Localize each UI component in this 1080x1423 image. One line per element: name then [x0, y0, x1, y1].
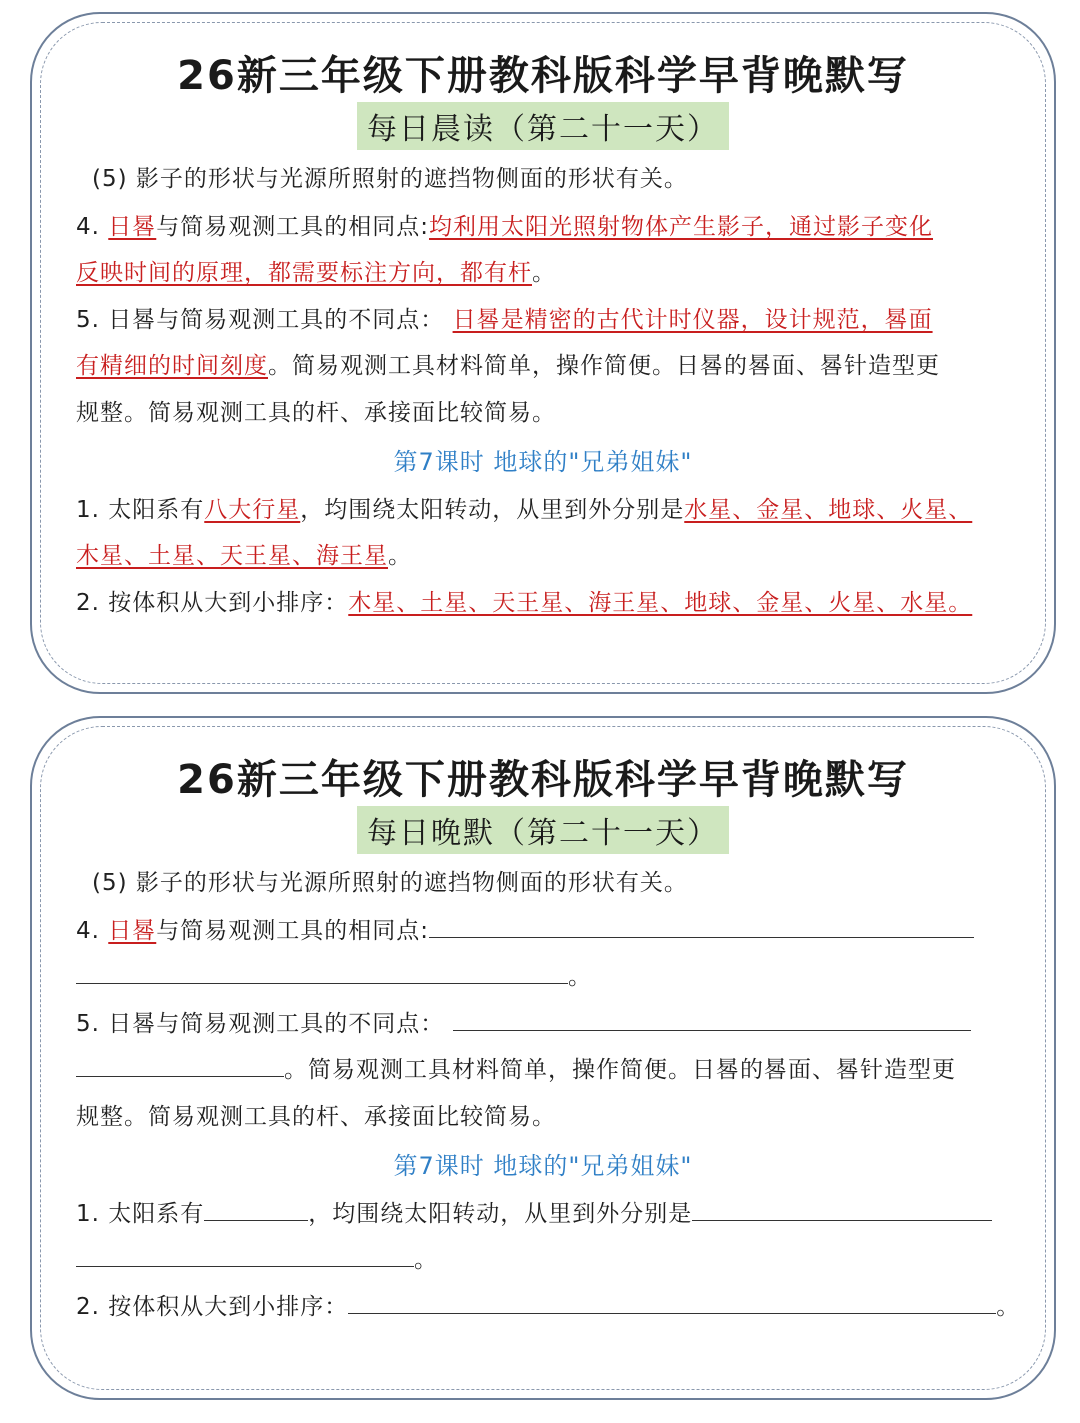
evening-subtitle: 每日晚默（第二十一天）: [357, 806, 729, 854]
line-prefix: 4.: [76, 918, 109, 944]
morning-card: [30, 12, 1056, 694]
morning-line-1: (5) 影子的形状与光源所照射的遮挡物侧面的形状有关。: [92, 166, 688, 192]
question-text: ，均围绕太阳转动，从里到外分别是: [308, 1201, 693, 1227]
morning-subtitle: 每日晨读（第二十一天）: [357, 102, 729, 150]
question-text: 与简易观测工具的相同点:: [156, 214, 430, 240]
morning-line-6: 规整。简易观测工具的杆、承接面比较简易。: [76, 400, 556, 426]
question-text: ，均围绕太阳转动，从里到外分别是: [300, 497, 685, 523]
fill-blank[interactable]: [692, 1198, 992, 1221]
evening-line-2: [76, 912, 1042, 945]
evening-line-4: [76, 1005, 1042, 1038]
fill-blank[interactable]: [348, 1291, 996, 1314]
answer-text: 水星、金星、地球、火星、: [684, 497, 973, 523]
answer-text: 木星、土星、天王星、海王星、地球、金星、火星、水星。: [348, 590, 973, 616]
answer-text: 有精细的时间刻度: [76, 353, 268, 379]
morning-line-7: [76, 491, 1042, 524]
fill-blank[interactable]: [76, 1054, 284, 1077]
punctuation: 。: [388, 543, 412, 569]
punctuation: 。: [996, 1294, 1021, 1320]
line-prefix: 4.: [76, 214, 109, 240]
morning-line-4: [76, 301, 1042, 334]
answer-text: 八大行星: [204, 497, 301, 523]
evening-line-5: [76, 1051, 1042, 1084]
evening-line-1: (5) 影子的形状与光源所照射的遮挡物侧面的形状有关。: [92, 870, 688, 896]
evening-line-6: 规整。简易观测工具的杆、承接面比较简易。: [76, 1104, 556, 1130]
evening-line-3: [76, 958, 1042, 991]
punctuation: 。: [532, 260, 556, 286]
fill-blank[interactable]: [204, 1198, 308, 1221]
answer-text: 木星、土星、天王星、海王星: [76, 543, 388, 569]
evening-lesson-heading: 第7课时 地球的"兄弟姐妹": [393, 1152, 693, 1180]
morning-line-2: [76, 208, 1042, 241]
fill-blank[interactable]: [76, 961, 568, 984]
evening-line-9: [76, 1288, 1042, 1321]
question-text: 1. 太阳系有: [76, 497, 205, 523]
morning-line-5: [76, 347, 1042, 380]
question-text: 与简易观测工具的相同点:: [156, 918, 430, 944]
answer-text: 日晷: [108, 214, 157, 240]
answer-text: 均利用太阳光照射物体产生影子，通过影子变化: [429, 214, 934, 240]
morning-line-3: [76, 254, 1042, 287]
answer-text: 日晷: [108, 918, 157, 944]
fill-blank[interactable]: [453, 1008, 971, 1031]
question-text: 2. 按体积从大到小排序：: [76, 590, 349, 616]
morning-line-9: [76, 584, 1042, 617]
question-text: 1. 太阳系有: [76, 1201, 205, 1227]
answer-text: 日晷是精密的古代计时仪器，设计规范，晷面: [452, 307, 933, 333]
evening-line-7: [76, 1195, 1042, 1228]
question-text: 2. 按体积从大到小排序：: [76, 1294, 349, 1320]
question-text: 5. 日晷与简易观测工具的不同点：: [76, 307, 453, 333]
question-text: 5. 日晷与简易观测工具的不同点：: [76, 1011, 453, 1037]
answer-text: 反映时间的原理，都需要标注方向，都有杆: [76, 260, 532, 286]
question-text: 。简易观测工具材料简单，操作简便。日晷的晷面、晷针造型更: [268, 353, 940, 379]
fill-blank[interactable]: [429, 915, 974, 938]
evening-card: [30, 716, 1056, 1400]
morning-line-8: [76, 537, 1042, 570]
morning-lesson-heading: 第7课时 地球的"兄弟姐妹": [393, 448, 693, 476]
evening-line-8: [76, 1241, 1042, 1274]
punctuation: 。: [414, 1247, 438, 1273]
question-text: 。简易观测工具材料简单，操作简便。日晷的晷面、晷针造型更: [284, 1057, 956, 1083]
morning-title: 26新三年级下册教科版科学早背晚默写: [177, 53, 909, 99]
evening-title: 26新三年级下册教科版科学早背晚默写: [177, 757, 909, 803]
punctuation: 。: [568, 964, 592, 990]
fill-blank[interactable]: [76, 1244, 414, 1267]
